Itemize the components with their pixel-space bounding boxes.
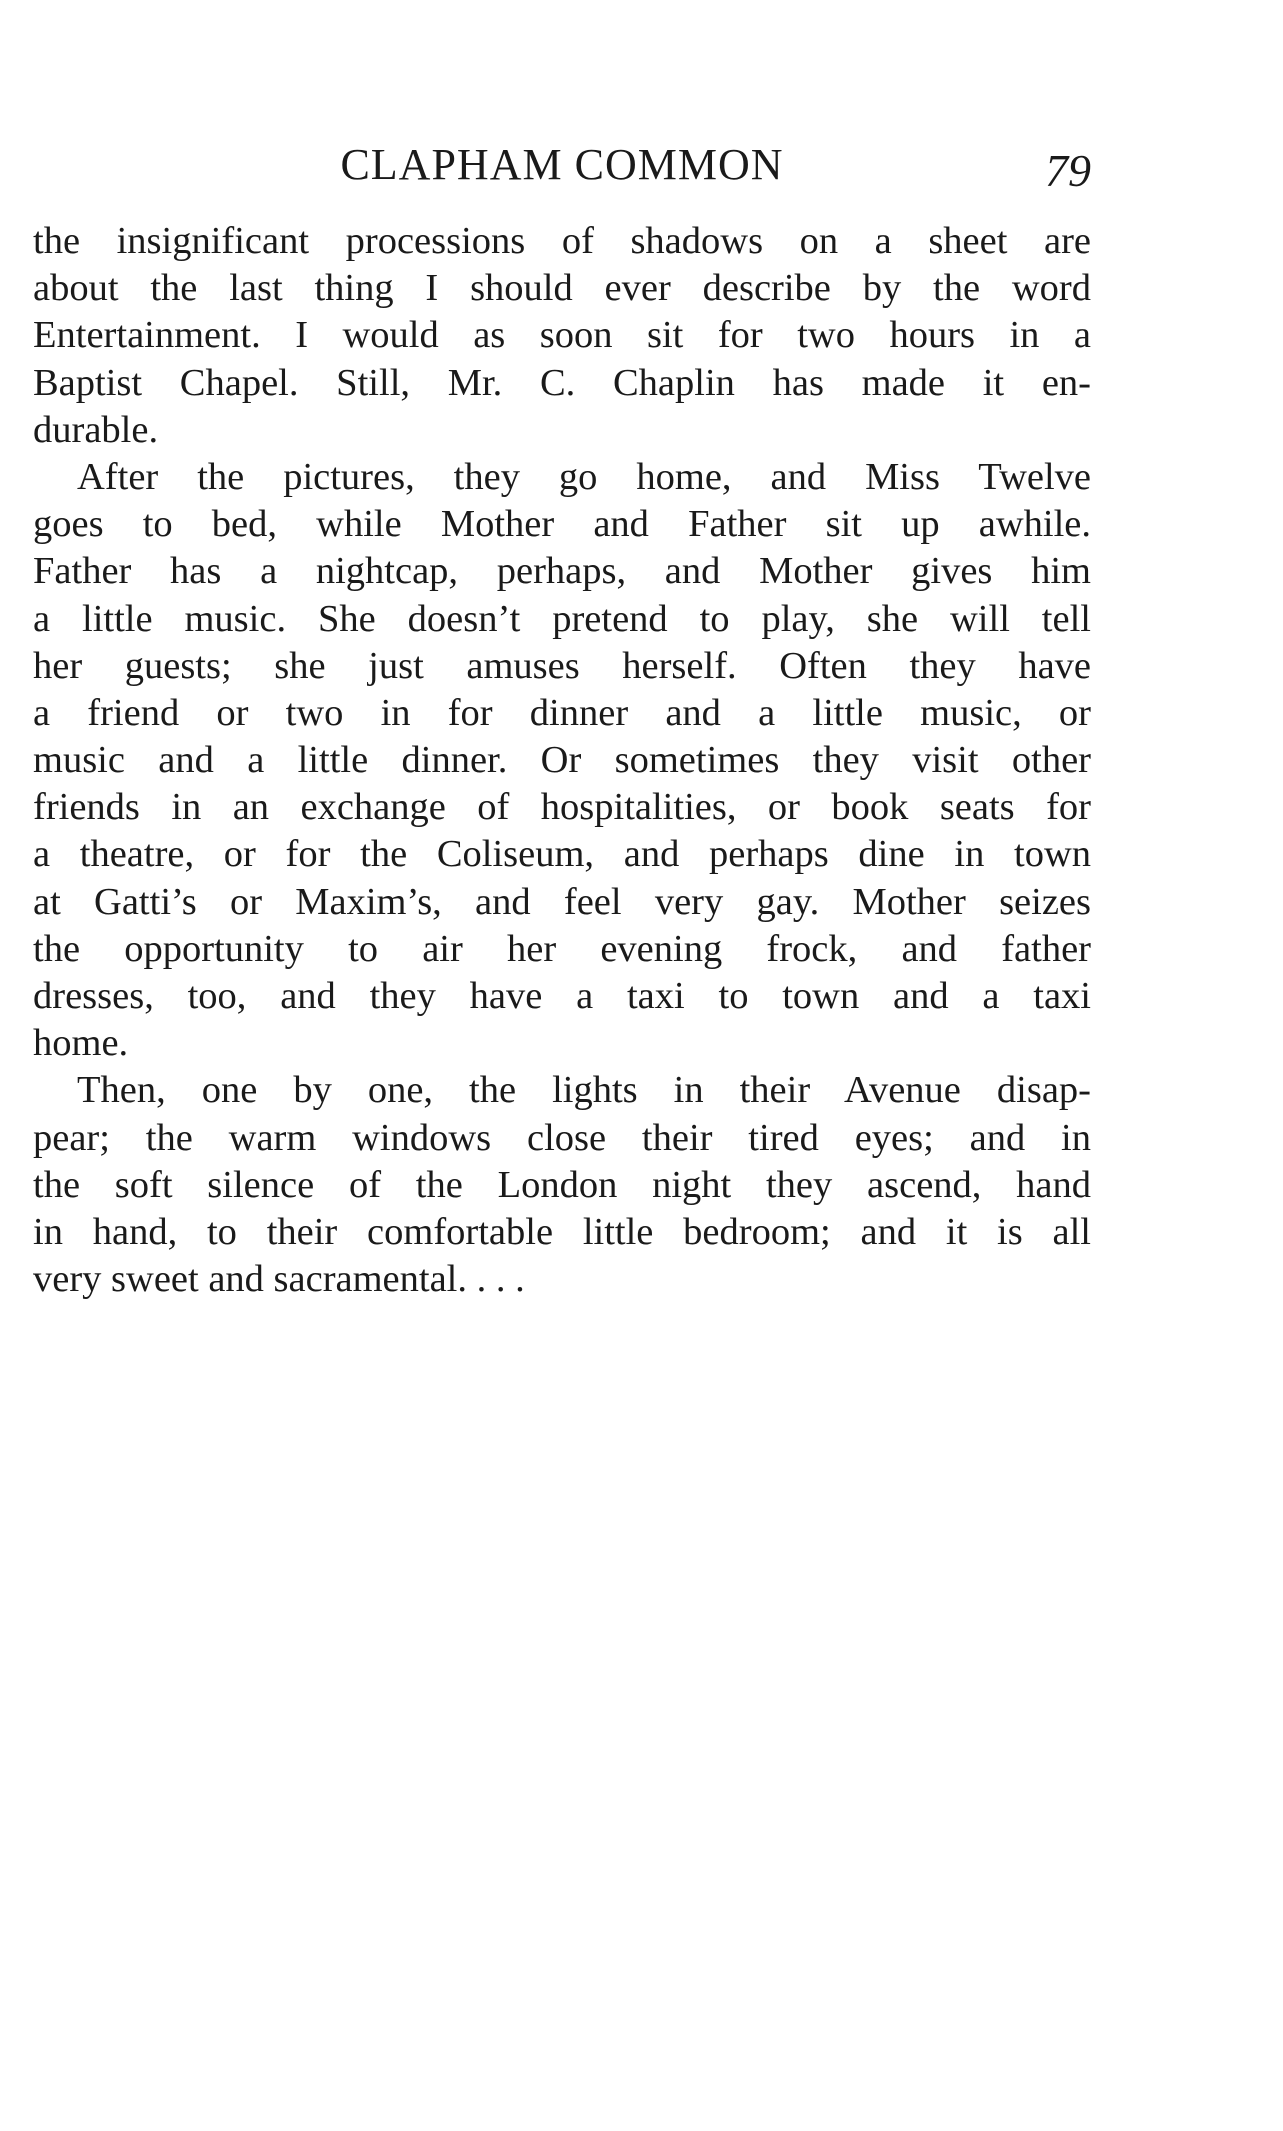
text-line: After the pictures, they go home, and Miss Twelve	[77, 455, 1091, 498]
text-line: very sweet and sacramental. . . .	[33, 1258, 525, 1301]
running-head	[33, 140, 1091, 196]
text-line: the soft silence of the London night they ascend, hand	[33, 1163, 1091, 1206]
text-line: in hand, to their comfortable little bedroom; and it is all	[33, 1210, 1091, 1253]
text-line: home.	[33, 1022, 129, 1065]
text-line: a theatre, or for the Coliseum, and perhaps dine in town	[33, 833, 1091, 876]
paragraph-3	[33, 1067, 1091, 1303]
text-line: the opportunity to air her evening frock, and father	[33, 927, 1091, 970]
text-line: Then, one by one, the lights in their Avenue disap-	[77, 1069, 1091, 1112]
text-line: pear; the warm windows close their tired eyes; and in	[33, 1116, 1091, 1159]
text-line: Father has a nightcap, perhaps, and Mother gives him	[33, 550, 1091, 593]
text-line: a friend or two in for dinner and a little music, or	[33, 691, 1091, 734]
text-line: her guests; she just amuses herself. Often they have	[33, 644, 1091, 687]
paragraph-2	[33, 454, 1091, 1067]
text-line: durable.	[33, 408, 159, 451]
text-line: Entertainment. I would as soon sit for two hours in a	[33, 314, 1091, 357]
text-line: about the last thing I should ever describe by the word	[33, 267, 1091, 310]
text-line: at Gatti’s or Maxim’s, and feel very gay. Mother seizes	[33, 880, 1091, 923]
text-line: goes to bed, while Mother and Father sit up awhile.	[33, 503, 1091, 546]
text-line: the insignificant processions of shadows on a sheet are	[33, 220, 1091, 262]
body-text	[33, 218, 1091, 1303]
text-line: Baptist Chapel. Still, Mr. C. Chaplin has made it en-	[33, 361, 1091, 404]
text-line: music and a little dinner. Or sometimes they visit other	[33, 739, 1091, 782]
text-line: dresses, too, and they have a taxi to town and a taxi	[33, 975, 1091, 1017]
text-line: friends in an exchange of hospitalities, or book seats for	[33, 786, 1091, 829]
text-line: a little music. She doesn’t pretend to play, she will tell	[33, 597, 1091, 640]
paragraph-1	[33, 218, 1091, 454]
page-number: 79	[1045, 145, 1091, 196]
running-title: CLAPHAM COMMON	[340, 140, 784, 189]
